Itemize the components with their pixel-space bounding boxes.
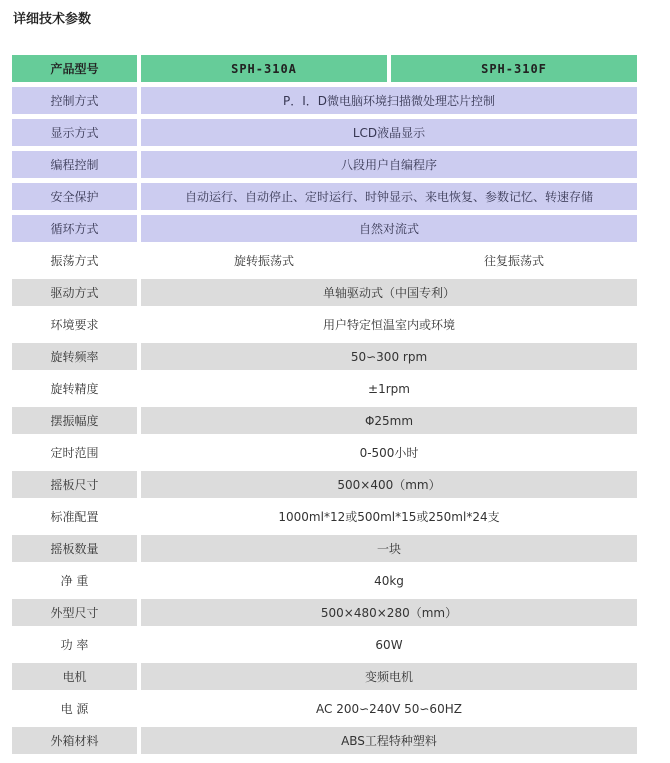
row-label-cell: 外型尺寸 [12,599,137,626]
row-value-cell: 自然对流式 [141,215,637,242]
row-value-cell: 1000ml*12或500ml*15或250ml*24支 [141,503,637,530]
row-value-cell: 50∽300 rpm [141,343,637,370]
table-row [12,727,637,754]
row-value-cell: ABS工程特种塑料 [141,727,637,754]
table-row [12,567,637,594]
row-label-cell: 外箱材料 [12,727,137,754]
row-label-cell: 摇板尺寸 [12,471,137,498]
table-row [12,87,637,114]
row-value-cell: 自动运行、自动停止、定时运行、时钟显示、来电恢复、参数记忆、转速存储 [141,183,637,210]
row-value-cell: 40kg [141,567,637,594]
table-row [12,375,637,402]
table-row [12,535,637,562]
header-model-b-cell: SPH-310F [391,55,637,82]
table-row [12,247,637,274]
table-row [12,215,637,242]
row-label-cell: 安全保护 [12,183,137,210]
row-value-cell: 60W [141,631,637,658]
row-value-cell: 一块 [141,535,637,562]
row-label-cell: 电 源 [12,695,137,722]
row-value-cell: 变频电机 [141,663,637,690]
table-row [12,631,637,658]
table-header-row [12,55,637,82]
row-label-cell: 功 率 [12,631,137,658]
spec-table-body [12,87,637,754]
row-value-cell: P．I．D微电脑环境扫描微处理芯片控制 [141,87,637,114]
row-value-cell: Φ25mm [141,407,637,434]
table-row [12,151,637,178]
page [0,12,670,763]
table-row [12,343,637,370]
row-value-cell: 0-500小时 [141,439,637,466]
row-label-cell: 驱动方式 [12,279,137,306]
row-label-cell: 显示方式 [12,119,137,146]
row-label-cell: 环境要求 [12,311,137,338]
row-label-cell: 净 重 [12,567,137,594]
table-row [12,407,637,434]
row-label-cell: 标准配置 [12,503,137,530]
table-row [12,311,637,338]
row-value-cell: LCD液晶显示 [141,119,637,146]
header-product-label-cell: 产品型号 [12,55,137,82]
spec-table [12,55,637,754]
table-row [12,119,637,146]
row-value-cell: ±1rpm [141,375,637,402]
row-label-cell: 振荡方式 [12,247,137,274]
table-row [12,695,637,722]
row-value-cell: 500×400（mm） [141,471,637,498]
row-value-split [141,247,637,274]
row-label-cell: 摆振幅度 [12,407,137,434]
row-value-cell: 单轴驱动式（中国专利） [141,279,637,306]
row-value-cell: 往复振荡式 [391,247,637,274]
header-model-a-cell: SPH-310A [141,55,387,82]
row-value-cell: 500×480×280（mm） [141,599,637,626]
table-row [12,663,637,690]
row-value-cell: 用户特定恒温室内或环境 [141,311,637,338]
table-row [12,439,637,466]
row-label-cell: 旋转频率 [12,343,137,370]
row-label-cell: 编程控制 [12,151,137,178]
table-row [12,503,637,530]
row-label-cell: 电机 [12,663,137,690]
row-value-cell: AC 200∽240V 50∽60HZ [141,695,637,722]
row-label-cell: 定时范围 [12,439,137,466]
row-value-cell: 旋转振荡式 [141,247,387,274]
row-label-cell: 摇板数量 [12,535,137,562]
page-title: 详细技术参数 [13,12,92,27]
table-row [12,183,637,210]
row-label-cell: 旋转精度 [12,375,137,402]
table-row [12,471,637,498]
table-row [12,279,637,306]
table-row [12,599,637,626]
row-label-cell: 控制方式 [12,87,137,114]
row-label-cell: 循环方式 [12,215,137,242]
row-value-cell: 八段用户自编程序 [141,151,637,178]
